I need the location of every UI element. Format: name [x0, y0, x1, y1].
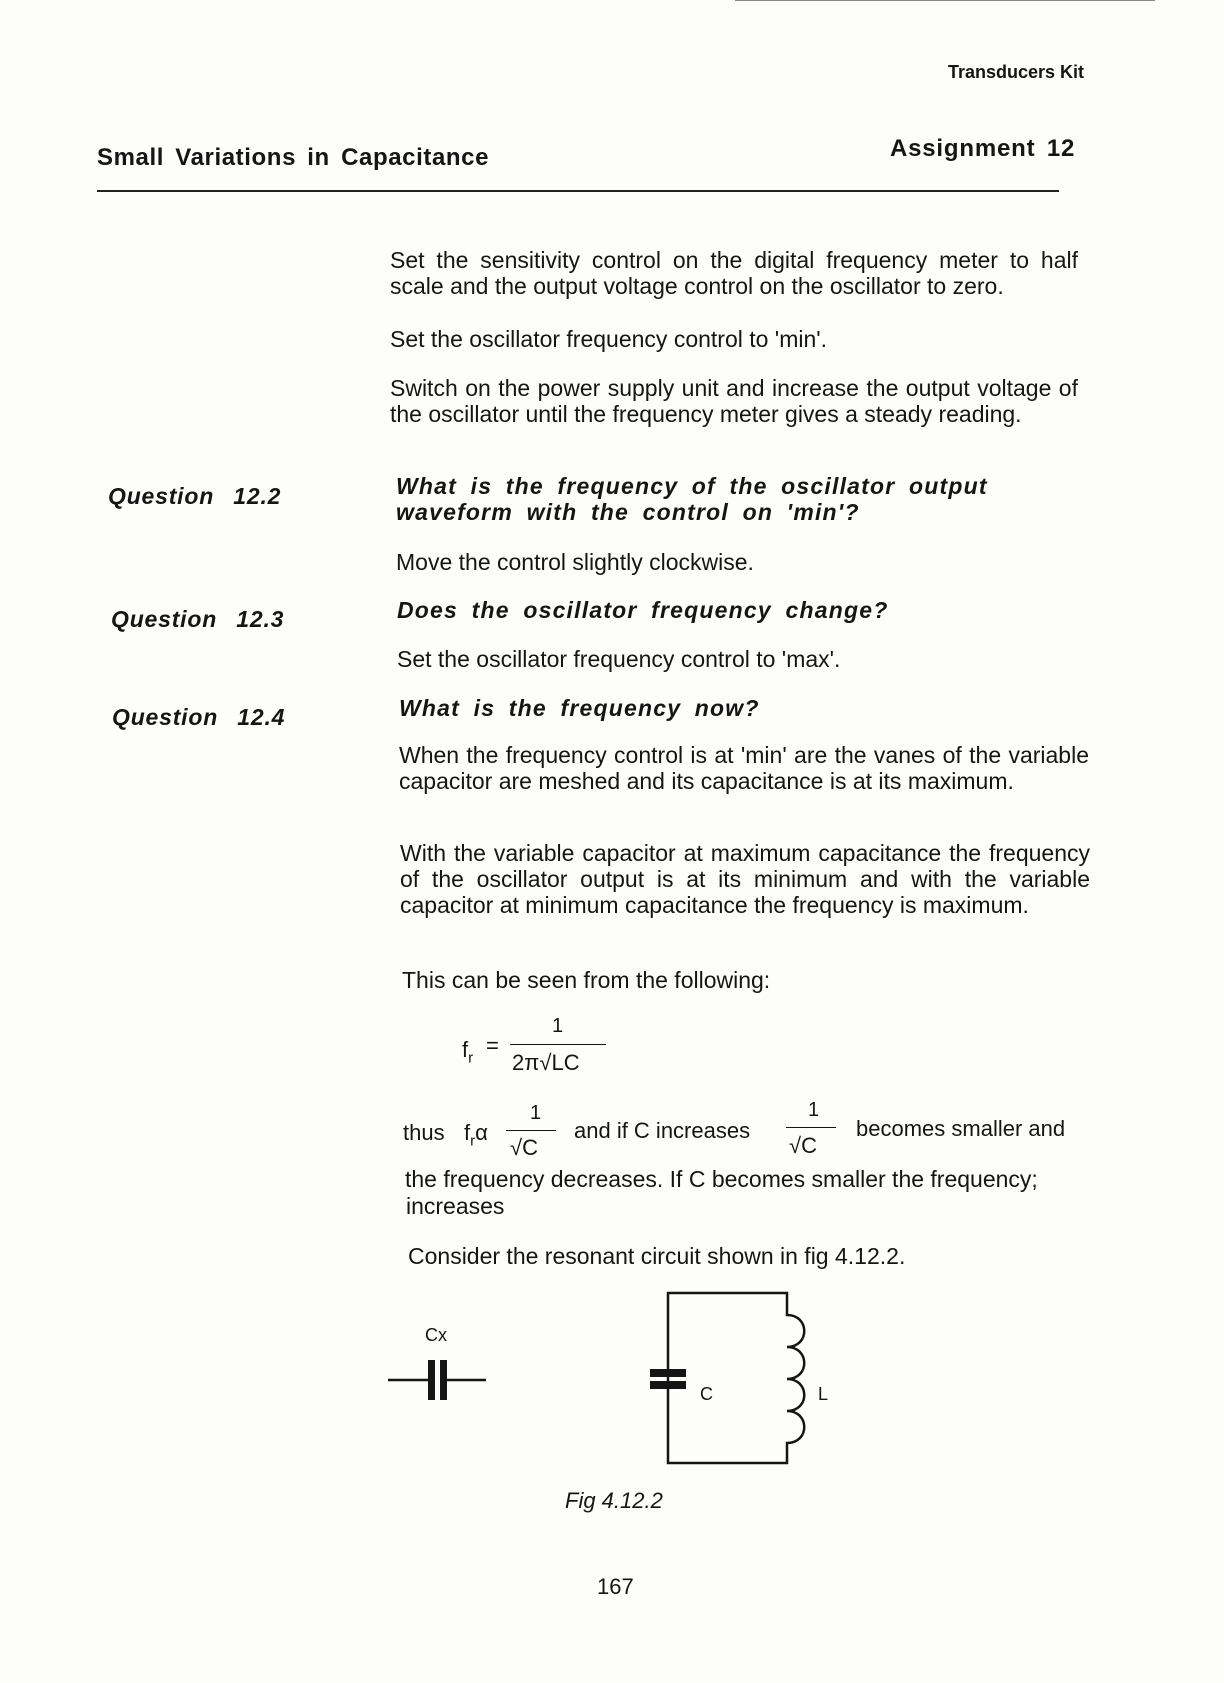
- prop-fr-symbol: $f_r\alpha$: [464, 1120, 488, 1150]
- question-text-12-2: What is the frequency of the oscillator output waveform with the control on 'min'?: [396, 473, 988, 525]
- paragraph-move-control: Move the control slightly clockwise.: [396, 549, 754, 575]
- paragraph-frequency-max: Set the oscillator frequency control to 'max'.: [397, 646, 841, 672]
- label-cx: Cx: [425, 1325, 447, 1345]
- header-rule: [97, 190, 1059, 192]
- lc-tank-circuit: [640, 1285, 820, 1470]
- inductor-l-coil: [730, 1293, 804, 1453]
- figure-caption: Fig 4.12.2: [565, 1488, 663, 1513]
- cx-plate-right: [440, 1360, 447, 1400]
- label-c: C: [700, 1384, 713, 1404]
- capacitor-cx-symbol: [388, 1355, 498, 1405]
- circuit-wires: [668, 1293, 787, 1463]
- paragraph-frequency-decreases: the frequency decreases. If C becomes smaller the frequency;: [405, 1166, 1038, 1192]
- kit-name: Transducers Kit: [948, 62, 1085, 82]
- question-label-12-2: Question 12.2: [108, 483, 282, 509]
- eqn-fr-fraction-bar: [510, 1044, 606, 1045]
- paragraph-resonant-circuit: Consider the resonant circuit shown in fig 4.12.2.: [408, 1243, 906, 1269]
- question-text-12-4: What is the frequency now?: [399, 695, 760, 721]
- prop-numerator: 1: [530, 1102, 542, 1124]
- paragraph-following: This can be seen from the following:: [402, 967, 771, 993]
- becomes-text: becomes smaller and: [856, 1116, 1066, 1141]
- question-text-12-3: Does the oscillator frequency change?: [397, 597, 889, 623]
- paragraph-switch-on: Switch on the power supply unit and increase the output voltage of the oscillator until the frequency meter gives a steady reading.: [390, 375, 1078, 427]
- cx-plate-left: [428, 1360, 435, 1400]
- question-label-12-3: Question 12.3: [111, 606, 285, 632]
- question-label-12-4: Question 12.4: [112, 704, 286, 730]
- paragraph-frequency-min: Set the oscillator frequency control to 'min'.: [390, 326, 828, 352]
- inc-fraction-bar: [786, 1127, 836, 1128]
- eqn-fr-numerator: 1: [552, 1015, 564, 1037]
- inc-denominator: √C: [789, 1133, 817, 1158]
- paragraph-vanes-meshed: When the frequency control is at 'min' are the vanes of the variable capacitor are meshed and its capacitance is at its maximum.: [399, 742, 1089, 794]
- eqn-fr-denominator: 2π√LC: [512, 1050, 580, 1075]
- capacitor-c-plate-top: [650, 1369, 686, 1377]
- paragraph-max-capacitance: With the variable capacitor at maximum capacitance the frequency of the oscillator output is at its minimum and with the variable capacitor at minimum capacitance the frequency is maximum.: [400, 840, 1090, 918]
- assignment-label: Assignment 12: [890, 135, 1076, 162]
- and-if-text: and if C increases: [574, 1118, 751, 1143]
- paragraph-sensitivity: Set the sensitivity control on the digital frequency meter to half scale and the output voltage control on the oscillator to zero.: [390, 247, 1078, 299]
- eqn-fr-symbol: $f_r$: [462, 1037, 474, 1067]
- inc-numerator: 1: [808, 1099, 820, 1121]
- label-l: L: [818, 1384, 829, 1404]
- eqn-equals: =: [486, 1033, 499, 1058]
- capacitor-c-plate-bottom: [650, 1381, 686, 1389]
- prop-denominator: √C: [510, 1135, 538, 1160]
- prop-fraction-bar: [506, 1130, 556, 1131]
- section-title: Small Variations in Capacitance: [97, 144, 490, 171]
- thus-label: thus: [403, 1120, 445, 1145]
- page-number: 167: [597, 1574, 634, 1599]
- top-rule: [735, 0, 1155, 1]
- paragraph-increases: increases: [406, 1193, 505, 1219]
